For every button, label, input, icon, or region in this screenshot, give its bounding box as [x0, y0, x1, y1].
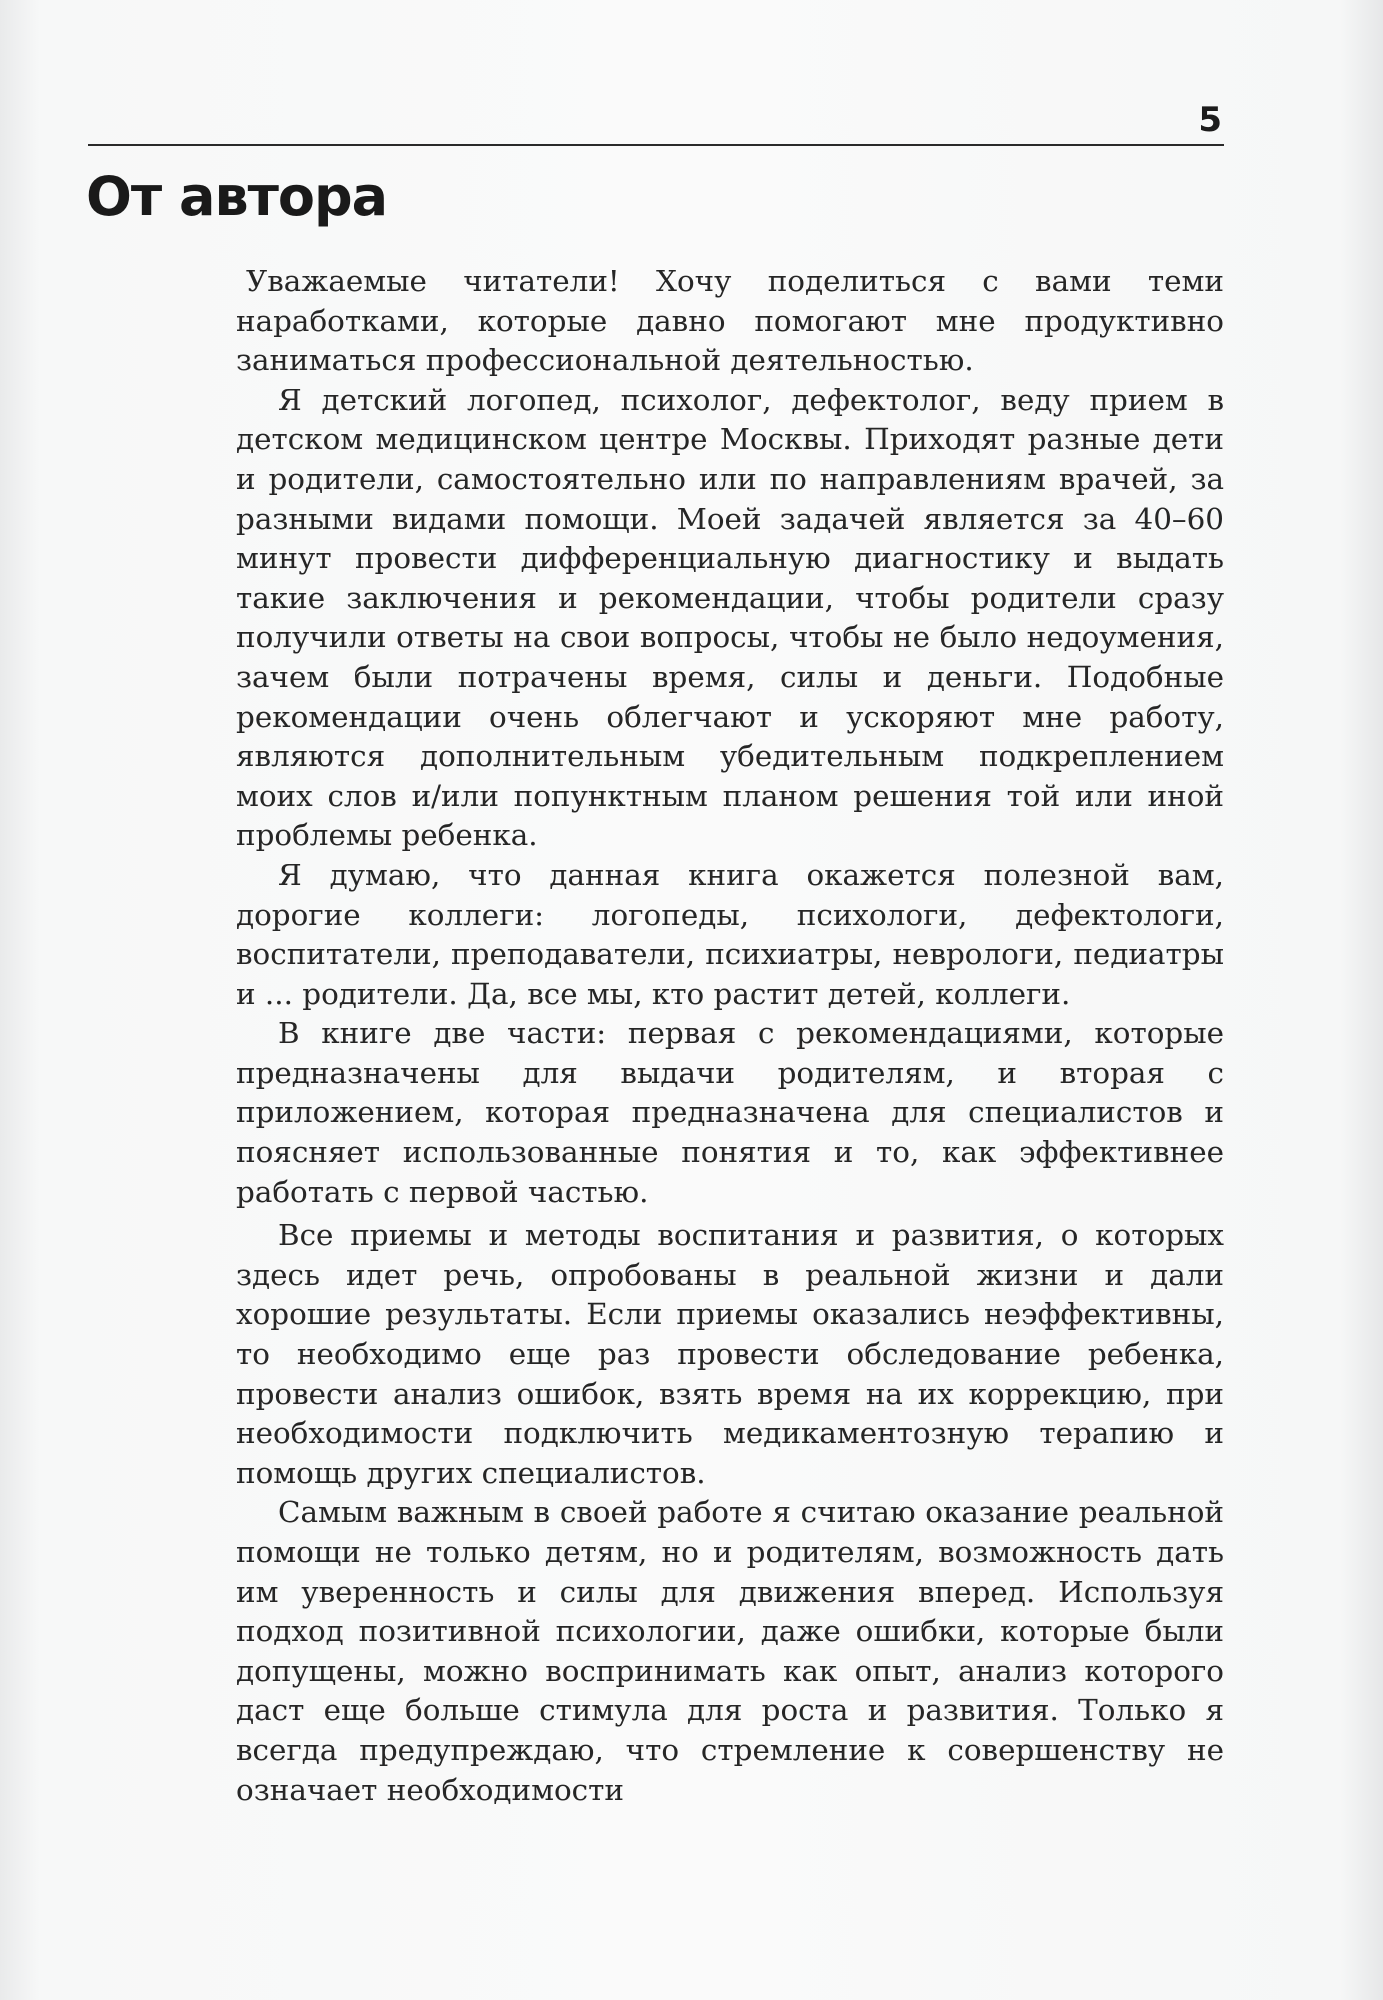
running-head — [88, 100, 1224, 146]
paragraph-help: Самым важным в своей работе я считаю оказание реальной помощи не только детям, но и родителям, возможность дать им уверенность и силы для движения вперед. Используя подход позитивной психологии, даже ошибки, которые были допущены, можно воспринимать как опыт, анализ которого даст еще больше стимула для роста и развития. Только я всегда предупреждаю, что стремление к совершенству не означает необходимости — [236, 1495, 1224, 1807]
paragraph-greeting: Уважаемые читатели! Хочу поделиться с вами теми наработками, которые давно помогают мне продуктивно заниматься профессиональной деятельностью. — [236, 264, 1224, 378]
paragraph-audience: Я думаю, что данная книга окажется полезной вам, дорогие коллеги: логопеды, психологи, дефектологи, воспитатели, преподаватели, психиатры, неврологи, педиатры и ... родители. Да, все мы, кто растит детей, коллеги. — [236, 857, 1224, 1011]
paragraph-methods: Все приемы и методы воспитания и развития, о которых здесь идет речь, опробованы в реальной жизни и дали хорошие результаты. Если приемы оказались неэффективны, то необходимо еще раз провести обследование ребенка, провести анализ ошибок, взять время на их коррекцию, при необходимости подключить медикаментозную терапию и помощь других специалистов. — [236, 1218, 1224, 1490]
chapter-title: От автора — [86, 165, 388, 228]
body-text — [236, 262, 1224, 1810]
page-number: 5 — [1198, 100, 1222, 140]
paragraph-book-structure: В книге две части: первая с рекомендациями, которые предназначены для выдачи родителям, и вторая с приложением, которая предназначена для специалистов и поясняет использованные понятия и то, как эффективнее работать с первой частью. — [236, 1016, 1224, 1209]
paragraph-about-author: Я детский логопед, психолог, дефектолог, веду прием в детском медицинском центре Москвы. Приходят разные дети и родители, самостоятельно или по направлениям врачей, за разными видами помощи. Моей задачей является за 40–60 минут провести дифференциальную диагностику и выдать такие заключения и рекомендации, чтобы родители сразу получили ответы на свои вопросы, чтобы не было недоумения, зачем были потрачены время, силы и деньги. Подобные рекомендации очень облегчают и ускоряют мне работу, являются дополнительным убедительным подкреплением моих слов и/или попунктным планом решения той или иной проблемы ребенка. — [236, 382, 1224, 853]
